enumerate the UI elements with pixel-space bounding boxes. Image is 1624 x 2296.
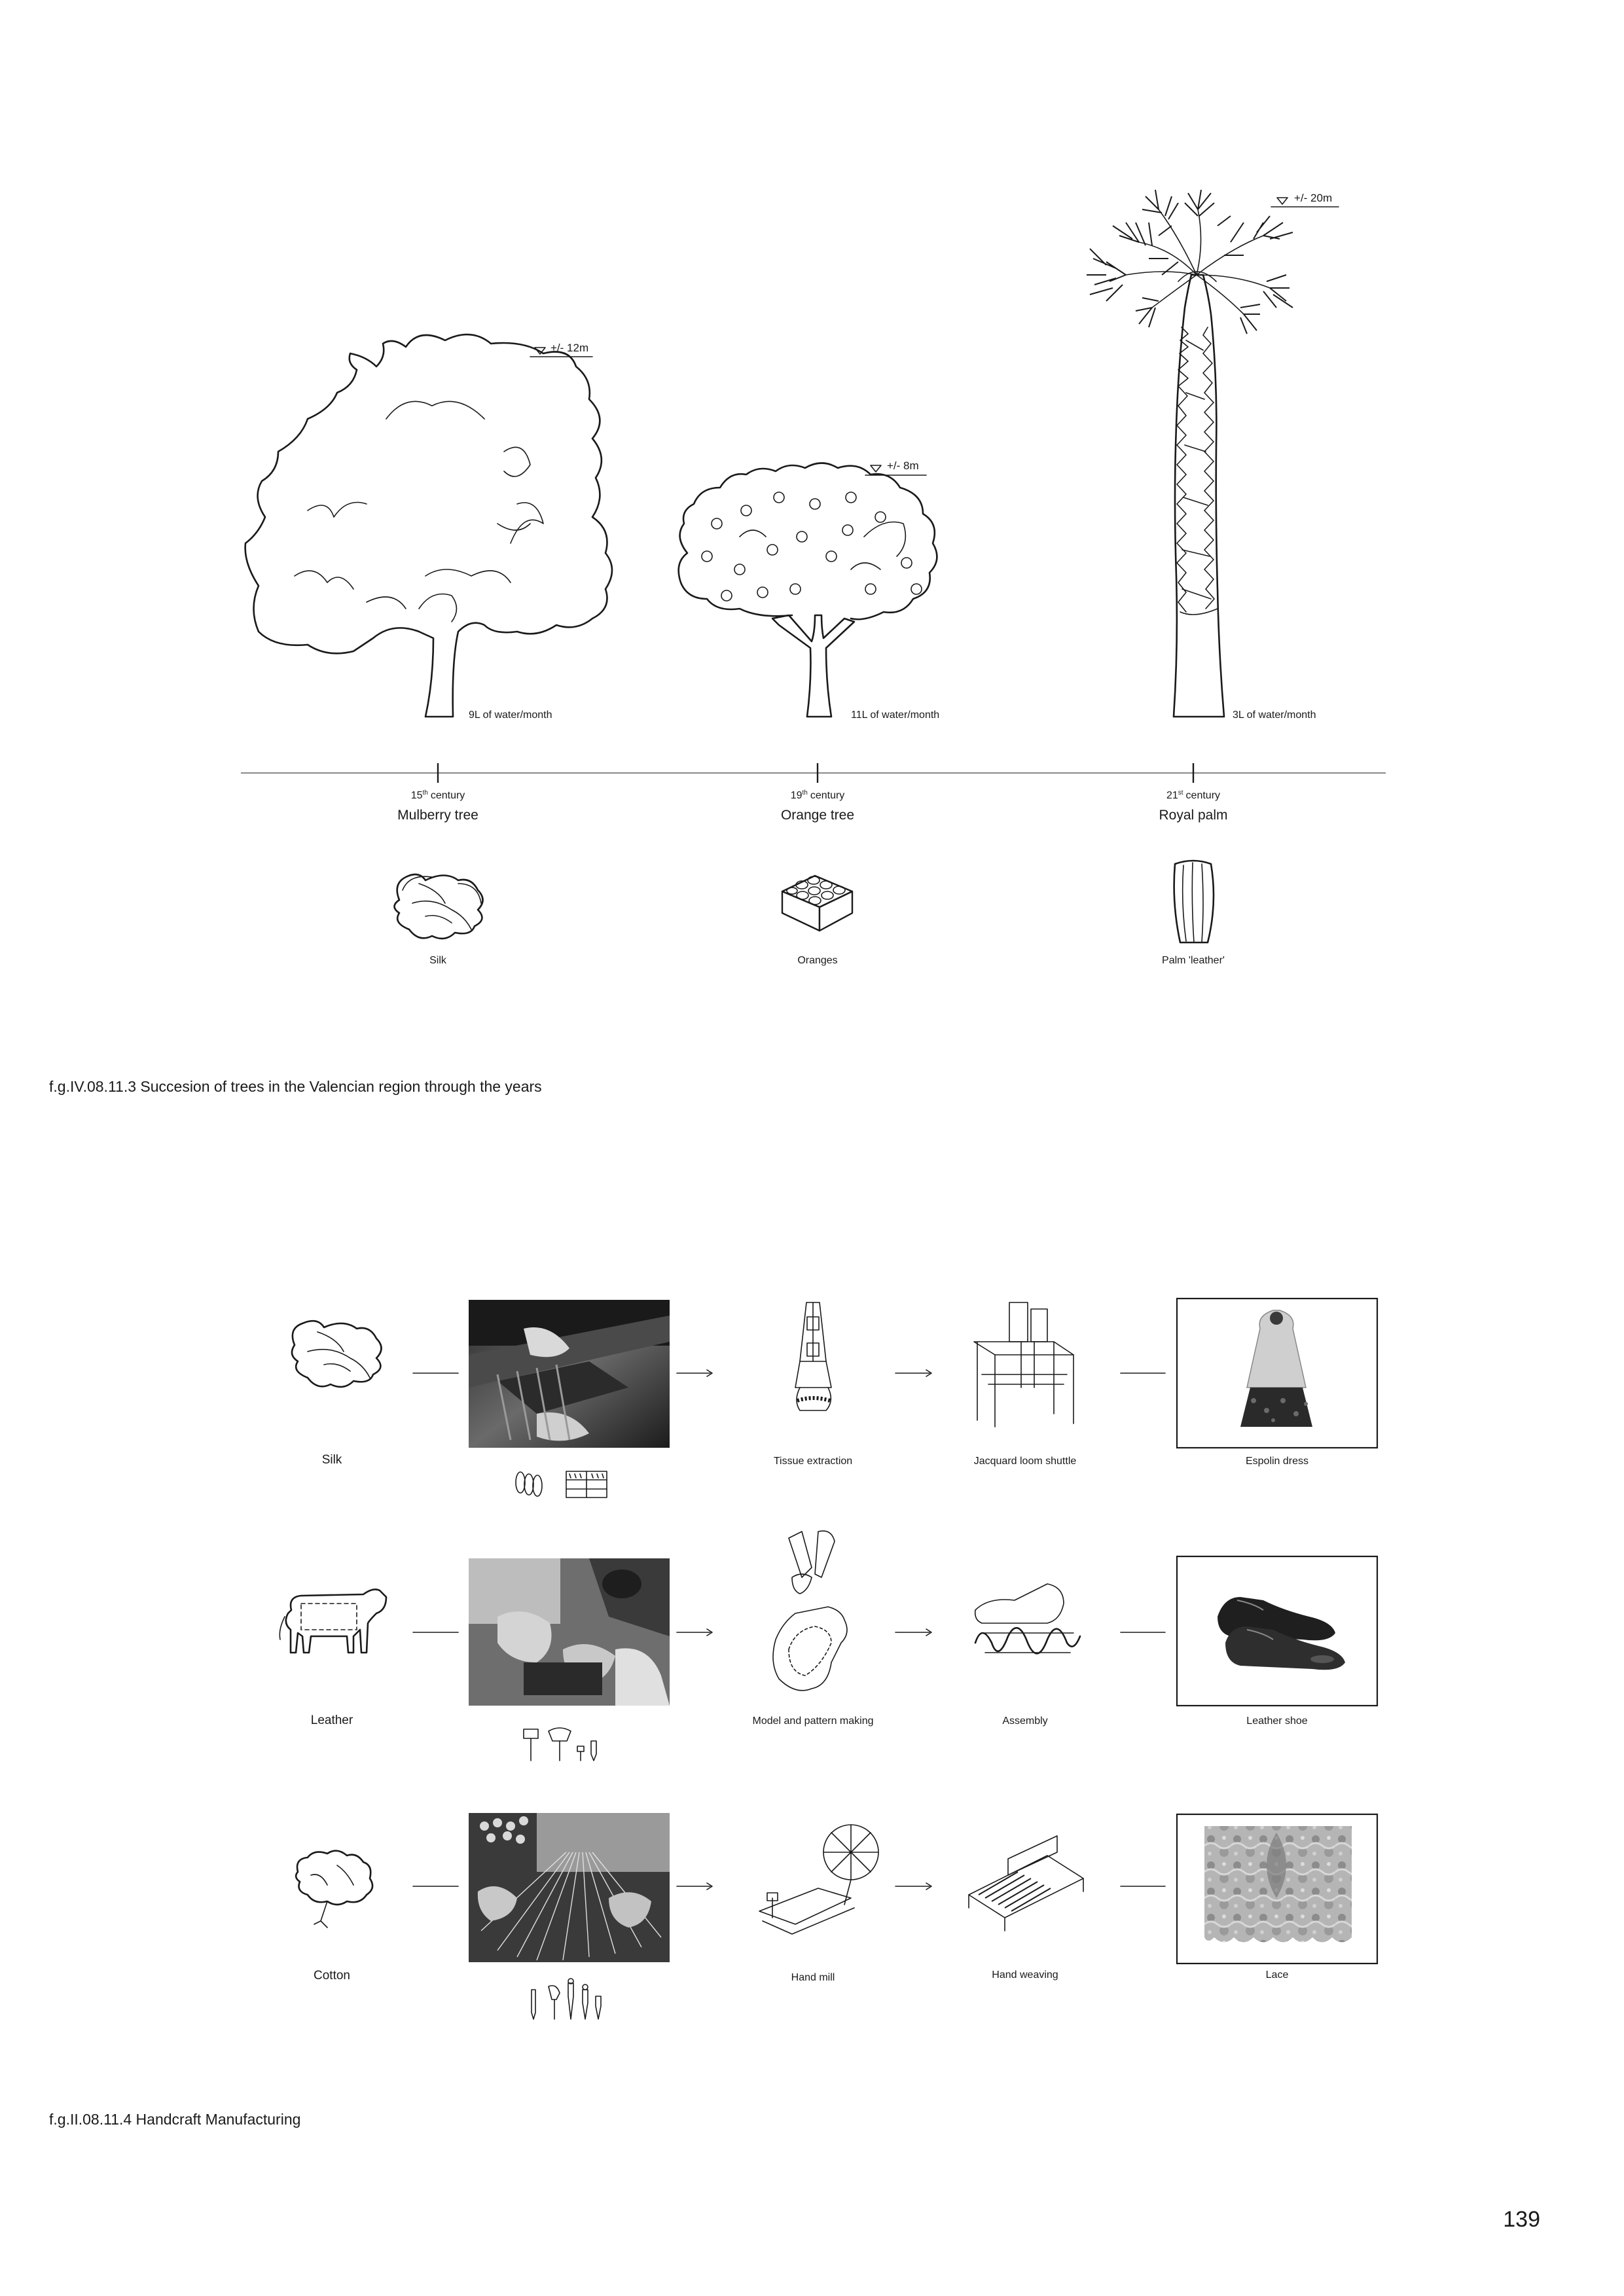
palm-name: Royal palm [1159, 808, 1228, 823]
tissue-extraction-label: Tissue extraction [773, 1456, 853, 1467]
orange-height-marker [865, 459, 926, 475]
pattern-making-icon [773, 1531, 847, 1691]
palm-height-label: +/- 20m [1294, 192, 1333, 204]
silk-leaf-icon [395, 874, 483, 939]
oranges-crate-icon [782, 876, 852, 931]
mulberry-century-label: 15th century [410, 789, 465, 801]
leather-material-label: Leather [310, 1713, 353, 1727]
silk-tools-icon [516, 1471, 607, 1498]
palm-height-marker [1271, 192, 1339, 207]
cotton-plant-icon [296, 1851, 372, 1928]
orange-height-label: +/- 8m [887, 459, 919, 472]
mulberry-height-label: +/- 12m [550, 342, 589, 354]
oranges-product-label: Oranges [797, 955, 838, 966]
palm-water-label: 3L of water/month [1233, 709, 1316, 721]
silk-leaf-icon [292, 1321, 382, 1387]
hand-mill-label: Hand mill [791, 1972, 835, 1983]
silk-product-label: Silk [429, 955, 446, 966]
lace-making-photo [469, 1813, 670, 1962]
orange-water-label: 11L of water/month [851, 709, 940, 721]
tissue-extraction-icon [795, 1302, 831, 1410]
jacquard-loom-label: Jacquard loom shuttle [973, 1456, 1077, 1467]
orange-tree-illustration [679, 463, 937, 717]
page-number: 139 [1503, 2207, 1540, 2232]
assembly-icon [975, 1584, 1080, 1653]
leather-workshop-photo [469, 1558, 670, 1706]
espolin-dress-label: Espolin dress [1245, 1456, 1309, 1467]
silk-material-label: Silk [321, 1453, 342, 1467]
hand-mill-icon [759, 1825, 878, 1934]
mulberry-name: Mulberry tree [397, 808, 478, 823]
mulberry-tree-illustration [245, 334, 612, 717]
assembly-label: Assembly [1002, 1715, 1048, 1727]
lace-label: Lace [1265, 1969, 1289, 1981]
cotton-tools-icon [532, 1979, 601, 2019]
mulberry-height-marker [530, 342, 592, 357]
hand-weaving-icon [969, 1836, 1083, 1931]
caption-handcraft: f.g.II.08.11.4 Handcraft Manufacturing [49, 2111, 301, 2128]
lace-photo [1204, 1826, 1352, 1943]
mulberry-water-label: 9L of water/month [469, 709, 552, 721]
cotton-material-label: Cotton [314, 1969, 350, 1982]
row-silk [292, 1299, 1377, 1498]
row-cotton [296, 1813, 1377, 2019]
palm-century-label: 21st century [1166, 789, 1221, 801]
silk-loom-photo [469, 1300, 670, 1448]
palm-leather-product-label: Palm 'leather' [1162, 955, 1225, 966]
leather-tools-icon [524, 1728, 596, 1761]
timeline [241, 763, 1386, 783]
leather-shoe-label: Leather shoe [1246, 1715, 1308, 1727]
palm-leather-icon [1174, 861, 1214, 942]
royal-palm-illustration [1087, 190, 1293, 717]
row-leather [280, 1531, 1377, 1761]
hand-weaving-label: Hand weaving [992, 1969, 1058, 1981]
orange-century-label: 19th century [790, 789, 845, 801]
caption-trees: f.g.IV.08.11.3 Succesion of trees in the Valencian region through the years [49, 1078, 542, 1095]
orange-name: Orange tree [780, 808, 855, 823]
cow-icon [280, 1589, 386, 1653]
pattern-making-label: Model and pattern making [752, 1715, 874, 1727]
jacquard-loom-icon [974, 1302, 1074, 1427]
